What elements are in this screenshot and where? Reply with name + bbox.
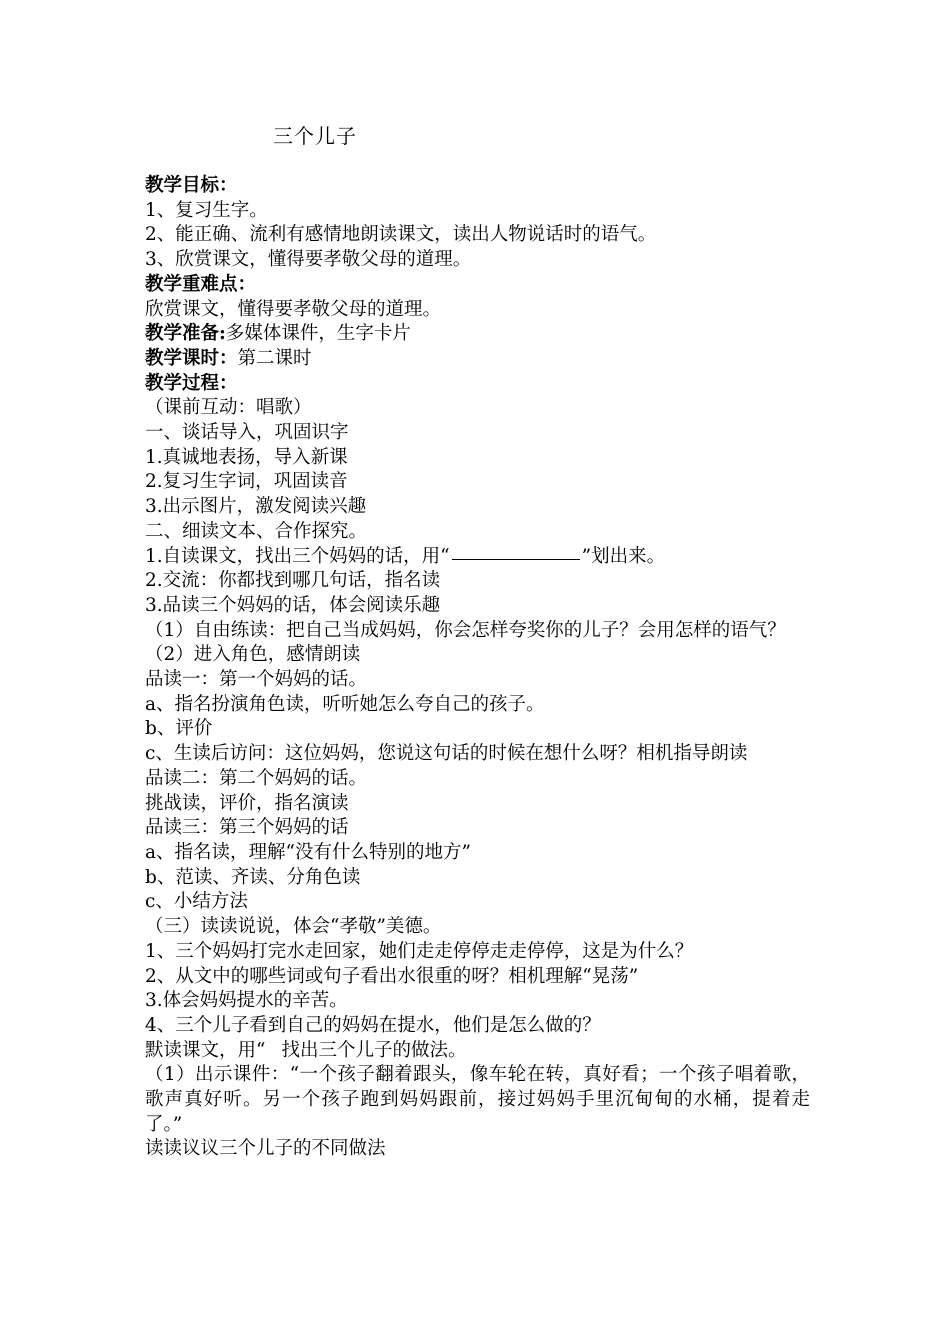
hours-line bbox=[145, 347, 810, 372]
key-points-heading: 教学重难点： bbox=[145, 273, 257, 295]
courseware-quote: （1）出示课件：“一个孩子翻着跟头，像车轮在转，真好看；一个孩子唱着歌，歌声真好听。另一个孩子跑到妈妈跟前，接过妈妈手里沉甸甸的水桶，提着走了。” bbox=[145, 1064, 810, 1135]
part2-item3: 3.品读三个妈妈的话，体会阅读乐趣 bbox=[145, 594, 441, 616]
read3-b: b、范读、齐读、分角色读 bbox=[145, 866, 361, 888]
prep-text: 多媒体课件，生字卡片 bbox=[225, 323, 411, 345]
part3-heading: （三）读读说说，体会“孝敬”美德。 bbox=[145, 916, 442, 938]
read1-b: b、评价 bbox=[145, 718, 213, 740]
key-points-text: 欣赏课文，懂得要孝敬父母的道理。 bbox=[145, 298, 442, 320]
part2-item1: 1.自读课文，找出三个妈妈的话，用“ ”划出来。 bbox=[145, 545, 666, 567]
page-title: 三个儿子 bbox=[273, 124, 357, 148]
part3-item: 2、从文中的哪些词或句子看出水很重的呀？相机理解“晃荡” bbox=[145, 965, 639, 987]
prep-line bbox=[145, 322, 810, 347]
read1-c: c、生读后访问：这位妈妈，您说这句话的时候在想什么呀？相机指导朗读 bbox=[145, 743, 748, 765]
goal-item: 1、复习生字。 bbox=[145, 199, 268, 221]
part1-item: 1.真诚地表扬，导入新课 bbox=[145, 446, 348, 468]
read1-a: a、指名扮演角色读，听听她怎么夸自己的孩子。 bbox=[145, 693, 545, 715]
hours-label: 教学课时： bbox=[145, 347, 238, 369]
prep-label: 教学准备: bbox=[145, 323, 226, 345]
read3-heading: 品读三：第三个妈妈的话 bbox=[145, 817, 349, 839]
hours-text: 第二课时 bbox=[237, 347, 312, 369]
part2-heading: 二、细读文本、合作探究。 bbox=[145, 520, 368, 542]
part1-item: 2.复习生字词，巩固读音 bbox=[145, 471, 348, 493]
lesson-plan-body bbox=[145, 174, 810, 1162]
part2-item2: 2.交流：你都找到哪几句话，指名读 bbox=[145, 570, 441, 592]
read3-a: a、指名读，理解“没有什么特别的地方” bbox=[145, 841, 471, 863]
read3-c: c、小结方法 bbox=[145, 891, 248, 913]
read2-text: 挑战读，评价，指名演读 bbox=[145, 792, 349, 814]
pre-class-note: （课前互动：唱歌） bbox=[145, 397, 312, 419]
discuss-line: 读读议议三个儿子的不同做法 bbox=[145, 1138, 386, 1160]
goal-item: 3、欣赏课文，懂得要孝敬父母的道理。 bbox=[145, 249, 472, 271]
process-heading: 教学过程： bbox=[145, 372, 238, 394]
part3-item: 4、三个儿子看到自己的妈妈在提水，他们是怎么做的？ bbox=[145, 1014, 601, 1036]
part3-item: 3.体会妈妈提水的辛苦。 bbox=[145, 990, 348, 1012]
part1-item: 3.出示图片，激发阅读兴趣 bbox=[145, 496, 367, 518]
free-read-paragraph: （1）自由练读：把自己当成妈妈，你会怎样夸奖你的儿子？会用怎样的语气？ bbox=[145, 619, 786, 641]
read2-heading: 品读二：第二个妈妈的话。 bbox=[145, 767, 368, 789]
goals-heading: 教学目标： bbox=[145, 175, 238, 196]
part1-heading: 一、谈话导入，巩固识字 bbox=[145, 422, 349, 444]
role-read: （2）进入角色，感情朗读 bbox=[145, 644, 361, 666]
silent-read: 默读课文，用“ 找出三个儿子的做法。 bbox=[145, 1039, 467, 1061]
part3-item: 1、三个妈妈打完水走回家，她们走走停停走走停停，这是为什么？ bbox=[145, 940, 694, 962]
underline-blank bbox=[452, 558, 580, 560]
read1-heading: 品读一：第一个妈妈的话。 bbox=[145, 669, 368, 691]
goal-item: 2、能正确、流利有感情地朗读课文，读出人物说话时的语气。 bbox=[145, 224, 657, 246]
